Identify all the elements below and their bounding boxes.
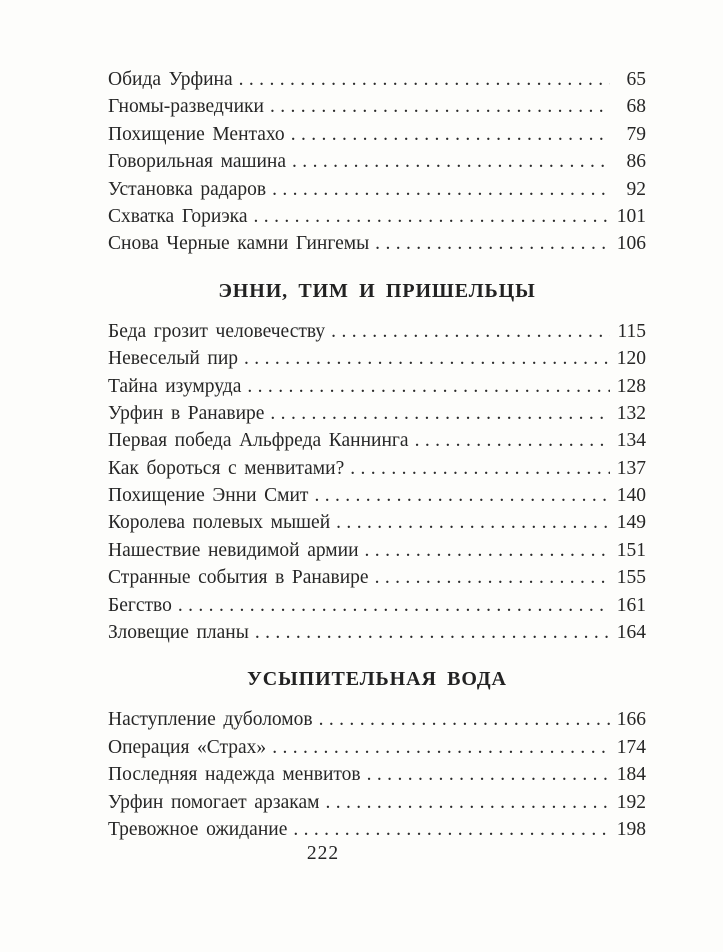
- dot-leader: [319, 706, 610, 733]
- chapter-page-number: 68: [626, 96, 646, 118]
- toc-entry: [108, 455, 646, 482]
- chapter-title: Наступление дуболомов: [108, 709, 313, 731]
- chapter-page-number: 174: [616, 736, 646, 758]
- chapter-title: Нашествие невидимой армии: [108, 539, 359, 561]
- toc-entry: [108, 592, 646, 619]
- toc-entry: [108, 734, 646, 761]
- toc-entry: [108, 706, 646, 733]
- chapter-page-number: 65: [626, 69, 646, 90]
- toc-entry: [108, 373, 646, 400]
- dot-leader: [291, 121, 610, 148]
- chapter-title: Зловещие планы: [108, 622, 249, 644]
- chapter-page-number: 86: [626, 151, 646, 173]
- toc-entry: [108, 148, 646, 175]
- dot-leader: [350, 455, 610, 482]
- chapter-page-number: 198: [616, 818, 646, 840]
- chapter-page-number: 184: [616, 764, 646, 786]
- chapter-page-number: 164: [616, 622, 646, 644]
- chapter-title: Странные события в Ранавире: [108, 567, 369, 589]
- toc-entry: [108, 345, 646, 372]
- dot-leader: [365, 537, 610, 564]
- toc-entry: [108, 761, 646, 788]
- chapter-title: Последняя надежда менвитов: [108, 764, 361, 786]
- chapter-title: Обида Урфина: [108, 69, 233, 90]
- toc-entry: [108, 427, 646, 454]
- dot-leader: [293, 816, 610, 843]
- dot-leader: [415, 427, 610, 454]
- dot-leader: [272, 176, 610, 203]
- chapter-page-number: 140: [616, 485, 646, 507]
- dot-leader: [314, 482, 610, 509]
- chapter-page-number: 92: [626, 178, 646, 200]
- chapter-title: Схватка Гориэка: [108, 205, 248, 227]
- toc-entry: [108, 789, 646, 816]
- section-heading: УСЫПИТЕЛЬНАЯ ВОДА: [247, 668, 507, 691]
- chapter-title: Урфин в Ранавире: [108, 402, 265, 424]
- toc-entry: [108, 816, 646, 843]
- toc-entry: [108, 176, 646, 203]
- chapter-title: Установка радаров: [108, 178, 267, 200]
- chapter-page-number: 137: [616, 457, 646, 479]
- section-heading: ЭННИ, ТИМ И ПРИШЕЛЬЦЫ: [218, 279, 536, 302]
- toc-entry: [108, 121, 646, 148]
- chapter-title: Первая победа Альфреда Каннинга: [108, 430, 409, 452]
- toc-entry: [108, 482, 646, 509]
- dot-leader: [331, 318, 610, 345]
- chapter-page-number: 120: [616, 348, 646, 370]
- chapter-page-number: 106: [616, 233, 646, 255]
- chapter-title: Бегство: [108, 594, 172, 616]
- dot-leader: [239, 66, 610, 93]
- chapter-title: Похищение Ментахо: [108, 123, 285, 145]
- dot-leader: [244, 345, 610, 372]
- chapter-title: Урфин помогает арзакам: [108, 791, 320, 813]
- dot-leader: [292, 148, 610, 175]
- dot-leader: [270, 400, 610, 427]
- chapter-title: Королева полевых мышей: [108, 512, 331, 534]
- dot-leader: [247, 373, 610, 400]
- chapter-title: Беда грозит человечеству: [108, 320, 326, 342]
- chapter-page-number: 128: [616, 375, 646, 397]
- chapter-title: Гномы-разведчики: [108, 96, 264, 118]
- toc-section: [108, 277, 646, 647]
- chapter-title: Говорильная машина: [108, 151, 287, 173]
- dot-leader: [254, 203, 610, 230]
- dot-leader: [272, 734, 610, 761]
- chapter-title: Операция «Страх»: [108, 736, 267, 758]
- toc-entry: [108, 619, 646, 646]
- chapter-page-number: 115: [617, 320, 646, 342]
- toc-entry: [108, 564, 646, 591]
- toc-section: [108, 66, 646, 258]
- chapter-page-number: 149: [616, 512, 646, 534]
- toc-entry: [108, 93, 646, 120]
- dot-leader: [375, 230, 610, 257]
- dot-leader: [375, 564, 610, 591]
- toc-entry: [108, 400, 646, 427]
- chapter-page-number: 151: [616, 539, 646, 561]
- dot-leader: [325, 789, 610, 816]
- toc-entry: [108, 318, 646, 345]
- table-of-contents: [108, 66, 646, 843]
- toc-entry: [108, 537, 646, 564]
- chapter-title: Похищение Энни Смит: [108, 485, 309, 507]
- chapter-page-number: 132: [616, 402, 646, 424]
- chapter-title: Как бороться с менвитами?: [108, 457, 345, 479]
- chapter-title: Невеселый пир: [108, 348, 239, 370]
- chapter-page-number: 79: [626, 123, 646, 145]
- toc-entry: [108, 509, 646, 536]
- dot-leader: [367, 761, 610, 788]
- toc-entry: [108, 230, 646, 257]
- chapter-page-number: 161: [616, 594, 646, 616]
- chapter-page-number: 101: [616, 205, 646, 227]
- chapter-title: Тревожное ожидание: [108, 818, 288, 840]
- toc-section: [108, 665, 646, 843]
- toc-entry: [108, 66, 646, 93]
- chapter-page-number: 166: [616, 709, 646, 731]
- page-number: 222: [306, 843, 340, 864]
- chapter-page-number: 134: [616, 430, 646, 452]
- chapter-title: Тайна изумруда: [108, 375, 242, 397]
- toc-entry: [108, 203, 646, 230]
- dot-leader: [178, 592, 610, 619]
- dot-leader: [255, 619, 610, 646]
- chapter-page-number: 155: [616, 567, 646, 589]
- dot-leader: [336, 509, 610, 536]
- chapter-title: Снова Черные камни Гингемы: [108, 233, 370, 255]
- chapter-page-number: 192: [616, 791, 646, 813]
- dot-leader: [270, 93, 610, 120]
